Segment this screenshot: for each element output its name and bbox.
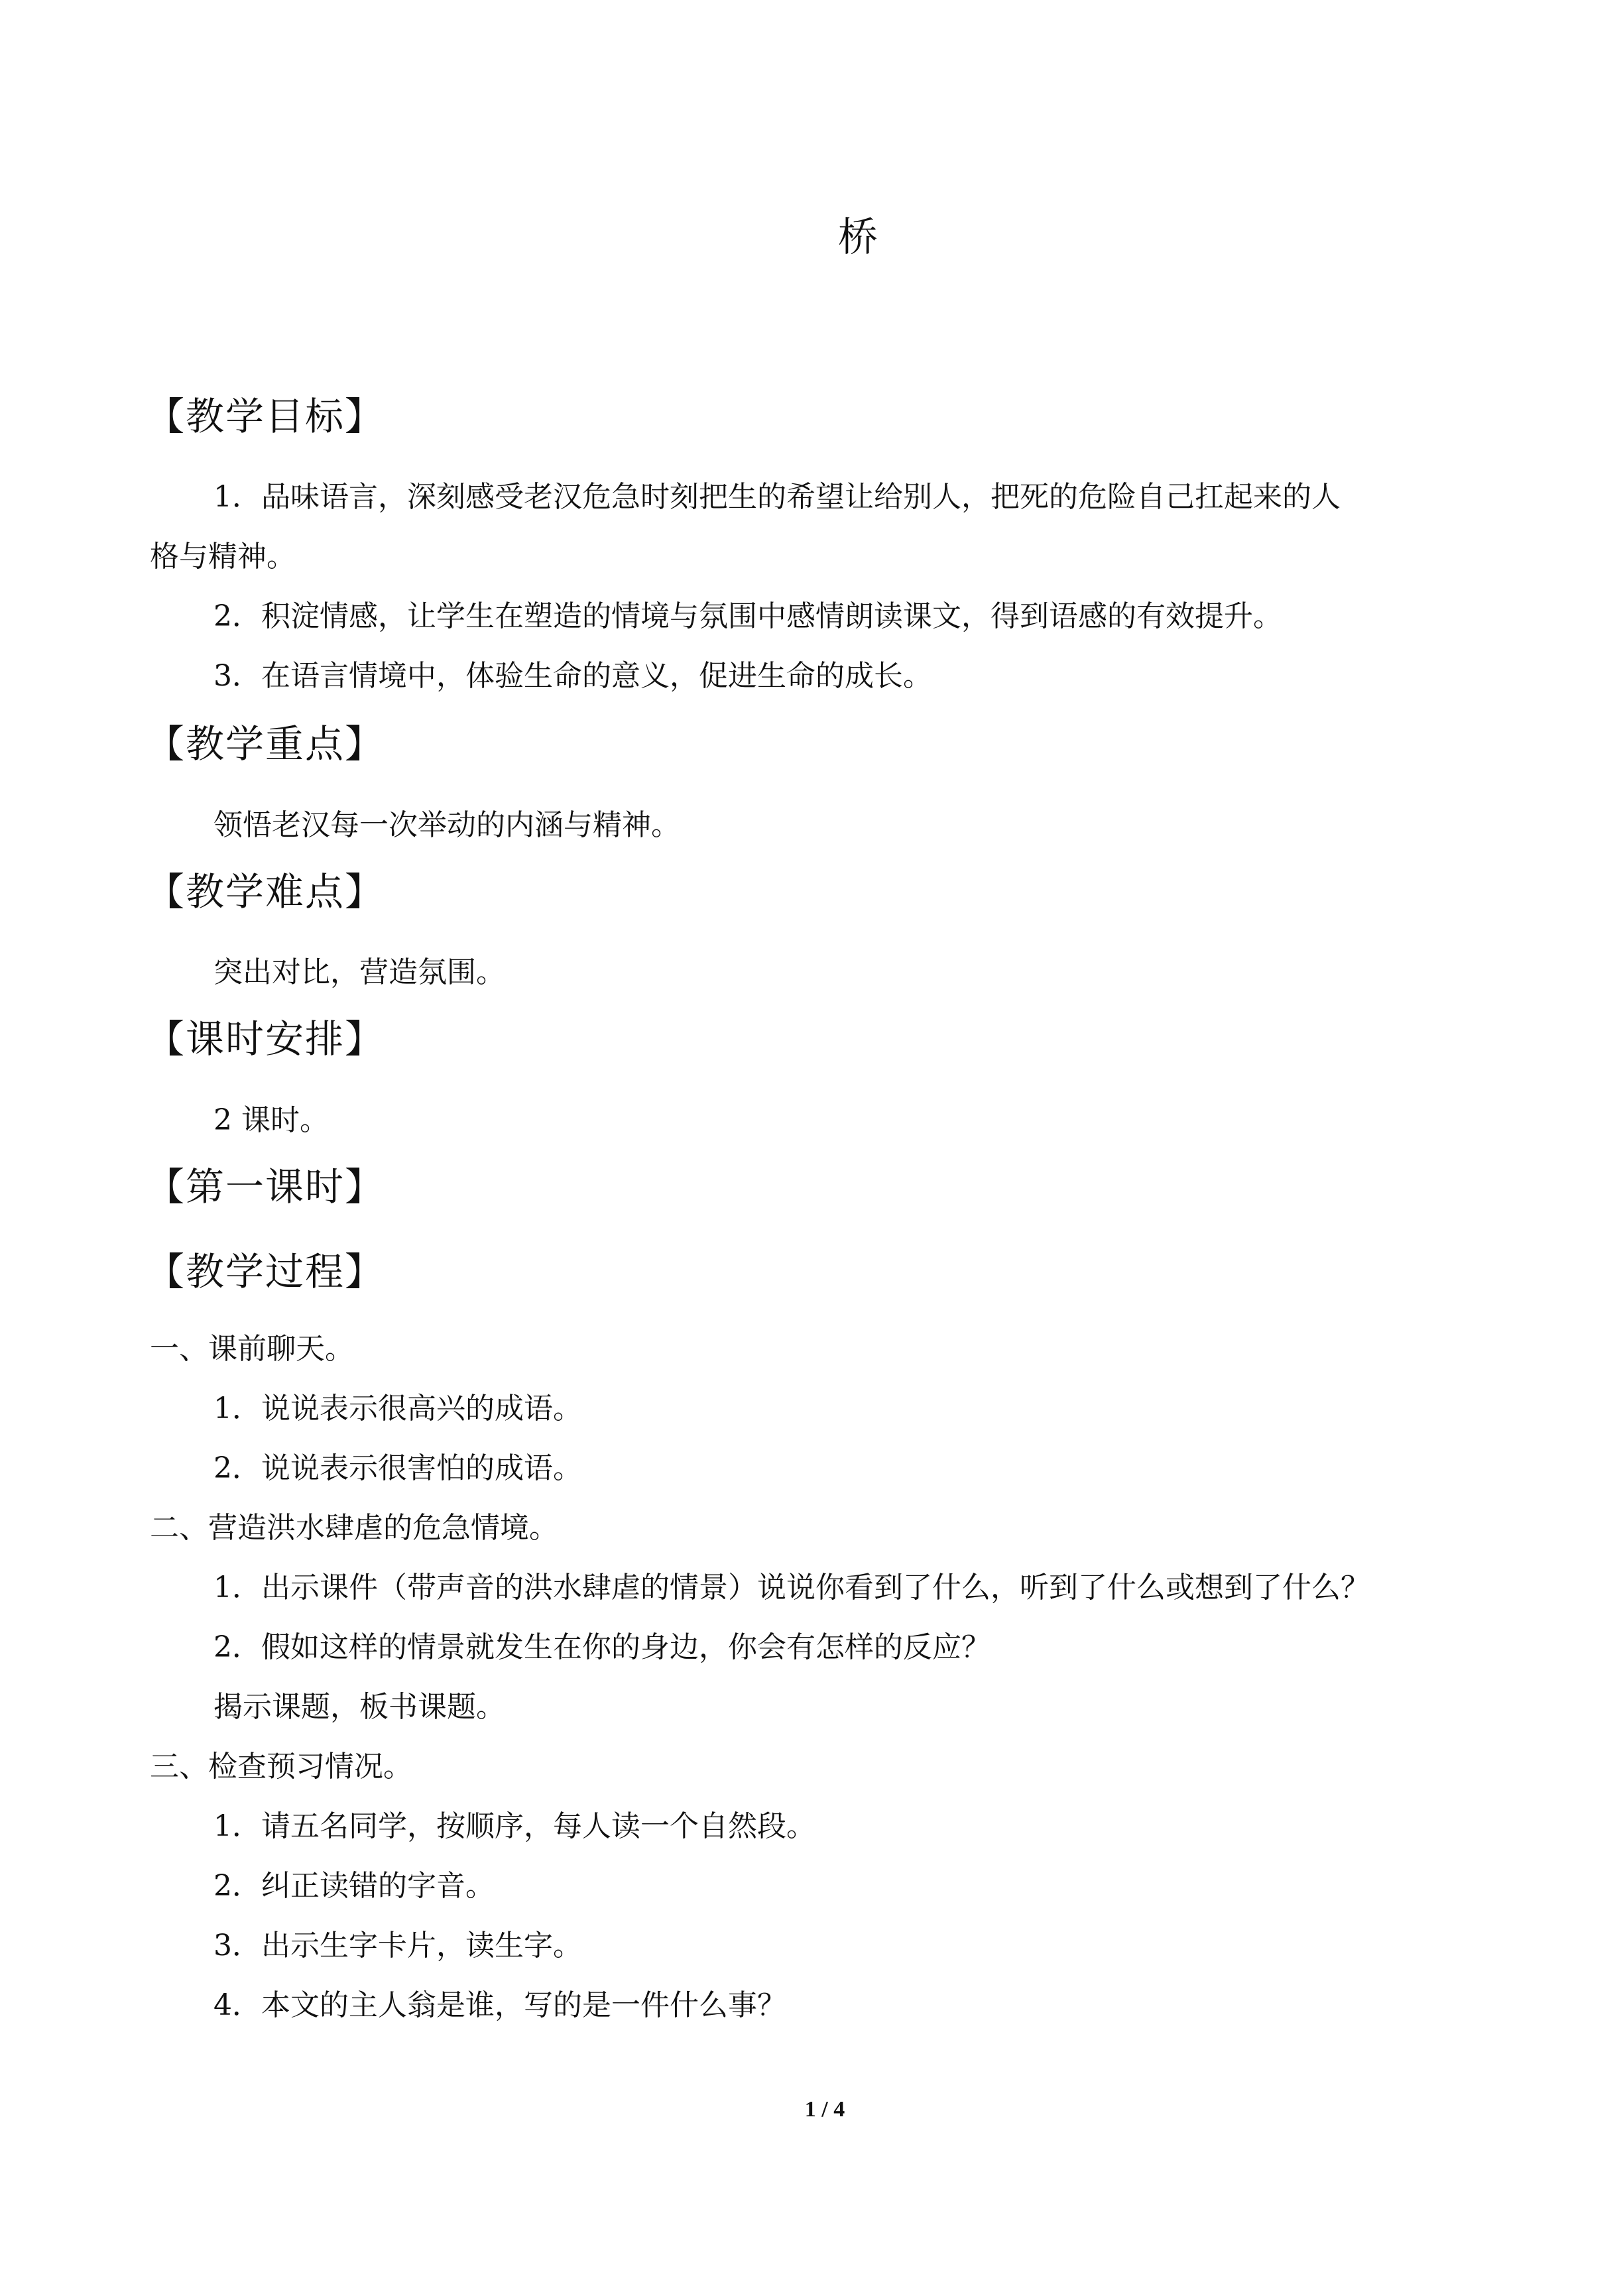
process-step-item: 1．说说表示很高兴的成语。: [213, 1392, 582, 1425]
process-step-item: 2．假如这样的情景就发生在你的身边，你会有怎样的反应？: [213, 1630, 991, 1664]
process-step-item: 1．请五名同学，按顺序，每人读一个自然段。: [213, 1809, 815, 1843]
process-step-title: 二、营造洪水肆虐的危急情境。: [150, 1511, 558, 1545]
process-step-item: 4．本文的主人翁是谁，写的是一件什么事？: [213, 1988, 786, 2022]
key-points-text: 领悟老汉每一次举动的内涵与精神。: [213, 808, 680, 842]
process-step-item: 3．出示生字卡片，读生字。: [213, 1929, 582, 1963]
document-title: 桥: [838, 214, 878, 261]
heading-process: 【教学过程】: [146, 1249, 385, 1294]
heading-schedule: 【课时安排】: [146, 1016, 385, 1061]
heading-key-points: 【教学重点】: [146, 721, 385, 766]
process-step-item: 2．纠正读错的字音。: [213, 1869, 495, 1903]
process-step-item: 揭示课题，板书课题。: [213, 1690, 505, 1724]
heading-objectives: 【教学目标】: [146, 394, 385, 439]
difficulties-text: 突出对比，营造氛围。: [213, 955, 505, 989]
page-number: 1 / 4: [804, 2097, 845, 2122]
process-step-item: 2．说说表示很害怕的成语。: [213, 1451, 582, 1485]
objective-item: 3．在语言情境中，体验生命的意义，促进生命的成长。: [213, 659, 932, 693]
heading-first-lesson: 【第一课时】: [146, 1164, 385, 1209]
schedule-text: 2 课时。: [213, 1103, 329, 1137]
process-step-item: 1．出示课件（带声音的洪水肆虐的情景）说说你看到了什么，听到了什么或想到了什么？: [213, 1571, 1370, 1604]
objective-item-continued: 格与精神。: [150, 540, 296, 574]
process-step-title: 一、课前聊天。: [150, 1332, 354, 1366]
heading-difficulties: 【教学难点】: [146, 869, 385, 914]
objective-item: 2．积淀情感，让学生在塑造的情境与氛围中感情朗读课文，得到语感的有效提升。: [213, 599, 1282, 633]
objective-item: 1．品味语言，深刻感受老汉危急时刻把生的希望让给别人，把死的危险自己扛起来的人: [213, 480, 1341, 514]
process-step-title: 三、检查预习情况。: [150, 1750, 412, 1783]
